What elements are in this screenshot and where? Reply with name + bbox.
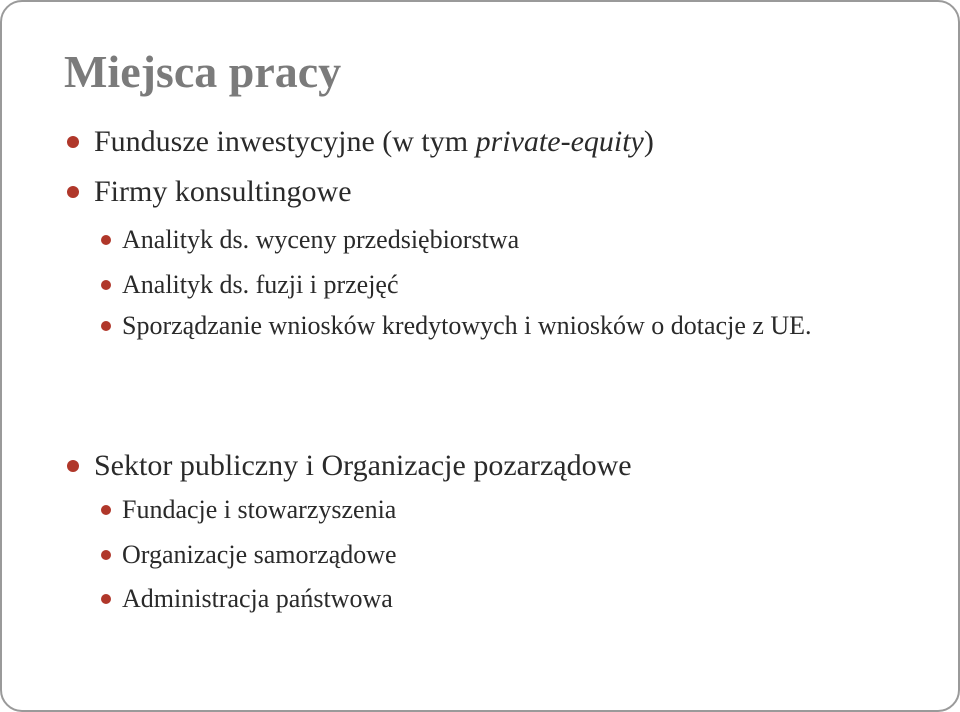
bullet-funds-text: Fundusze inwestycyjne (w tym (94, 125, 476, 158)
sub-bullet-dot-icon (101, 235, 111, 245)
bullet-public-sector (94, 448, 632, 484)
sub-bullet-foundations (122, 494, 396, 525)
sub-bullet-mergers-text: Analityk ds. fuzji i przejęć (122, 270, 399, 299)
slide-content (2, 2, 958, 710)
sub-bullet-valuation (122, 224, 519, 255)
bullet-funds (94, 124, 654, 160)
sub-bullet-mergers (122, 269, 399, 300)
sub-bullet-valuation-text: Analityk ds. wyceny przedsiębiorstwa (122, 225, 520, 254)
sub-bullet-dot-icon (101, 321, 111, 331)
bullet-dot-icon (67, 136, 79, 148)
sub-bullet-local-government (122, 539, 397, 570)
bullet-funds-italic: private-equity (475, 125, 644, 158)
bullet-funds-end: ) (643, 125, 654, 158)
sub-bullet-dot-icon (101, 280, 111, 290)
sub-bullet-dot-icon (101, 594, 111, 604)
bullet-dot-icon (67, 186, 79, 198)
bullet-public-sector-text: Sektor publiczny i Organizacje pozarządowe (94, 449, 632, 482)
sub-bullet-local-government-text: Organizacje samorządowe (122, 540, 397, 569)
bullet-consulting-text: Firmy konsultingowe (94, 175, 352, 208)
sub-bullet-foundations-text: Fundacje i stowarzyszenia (122, 495, 397, 524)
bullet-dot-icon (67, 460, 79, 472)
sub-bullet-state-administration (122, 583, 393, 614)
sub-bullet-dot-icon (101, 550, 111, 560)
sub-bullet-applications (122, 308, 822, 344)
sub-bullet-applications-text: Sporządzanie wniosków kredytowych i wniosków o dotacje z UE. (122, 311, 812, 340)
sub-bullet-dot-icon (101, 505, 111, 515)
bullet-consulting (94, 174, 352, 210)
slide-title: Miejsca pracy (64, 46, 342, 97)
sub-bullet-state-administration-text: Administracja państwowa (122, 584, 393, 613)
